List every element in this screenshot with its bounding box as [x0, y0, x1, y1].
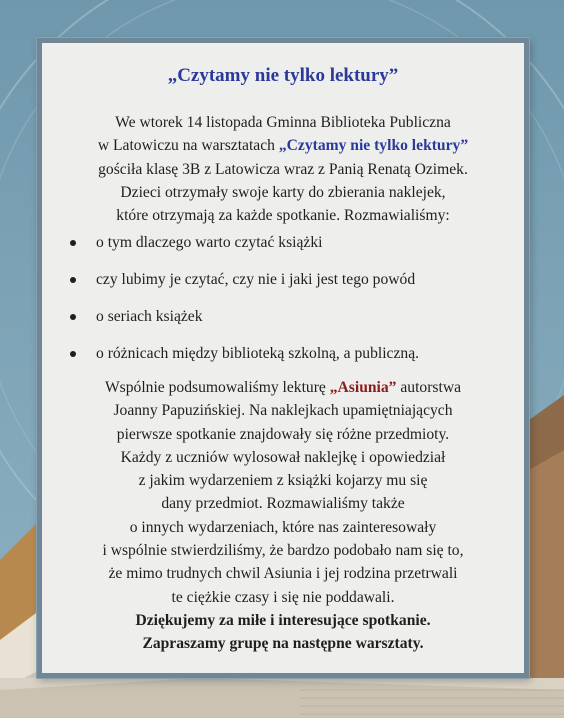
book-title: „Asiunia” — [329, 379, 397, 396]
workshop-name: „Czytamy nie tylko lektury” — [278, 137, 469, 155]
summary-line-7: o innych wydarzeniach, które nas zainteresowały — [129, 518, 437, 536]
summary-paragraph — [48, 376, 518, 656]
list-item — [64, 342, 514, 379]
list-item-text: o różnicach między biblioteką szkolną, a publiczną. — [96, 345, 420, 362]
intro-line-2-text: w Latowiczu na warsztatach — [97, 137, 279, 155]
bullet-icon — [70, 240, 76, 246]
list-item — [64, 268, 514, 305]
summary-line-1-end: autorstwa — [396, 379, 462, 396]
summary-line-8: i wspólnie stwierdziliśmy, że bardzo podobało nam się to, — [102, 542, 464, 560]
summary-line-3: pierwsze spotkanie znajdowały się różne przedmioty. — [116, 425, 450, 443]
summary-line-9: że mimo trudnych chwil Asiunia i jej rodzina przetrwali — [108, 565, 458, 583]
bullet-icon — [70, 314, 76, 320]
intro-line-3: gościła klasę 3B z Latowicza wraz z Panią Renatą Ozimek. — [98, 160, 468, 178]
list-item — [64, 231, 514, 268]
invite-line: Zapraszamy grupę na następne warsztaty. — [142, 635, 424, 653]
summary-line-1-text: Wspólnie podsumowaliśmy lekturę — [104, 379, 330, 396]
summary-line-1 — [48, 376, 518, 399]
summary-line-2: Joanny Papuzińskiej. Na naklejkach upamiętniających — [113, 402, 453, 420]
intro-line-5: które otrzymają za każde spotkanie. Rozmawialiśmy: — [116, 207, 450, 225]
summary-line-10: te ciężkie czasy i się nie poddawali. — [171, 588, 395, 606]
list-item-text: o seriach książek — [96, 308, 203, 325]
list-item-text: o tym dlaczego warto czytać książki — [96, 234, 323, 251]
list-item-text: czy lubimy je czytać, czy nie i jaki jest tego powód — [96, 271, 416, 288]
announcement-card — [37, 38, 529, 678]
intro-line-4: Dzieci otrzymały swoje karty do zbierania naklejek, — [120, 183, 446, 201]
intro-paragraph — [48, 111, 518, 227]
page-title: „Czytamy nie tylko lektury” — [167, 65, 399, 86]
thanks-line: Dziękujemy za miłe i interesujące spotkanie. — [135, 611, 431, 629]
topics-list — [64, 231, 514, 379]
summary-line-5: z jakim wydarzeniem z książki kojarzy mu się — [138, 472, 428, 490]
summary-line-6: dany przedmiot. Rozmawialiśmy także — [161, 495, 405, 513]
bullet-icon — [70, 277, 76, 283]
summary-line-4: Każdy z uczniów wylosował naklejkę i opowiedział — [120, 448, 446, 466]
list-item — [64, 305, 514, 342]
intro-line-1: We wtorek 14 listopada Gminna Biblioteka Publiczna — [115, 114, 451, 131]
bullet-icon — [70, 351, 76, 357]
intro-line-2 — [48, 134, 518, 157]
